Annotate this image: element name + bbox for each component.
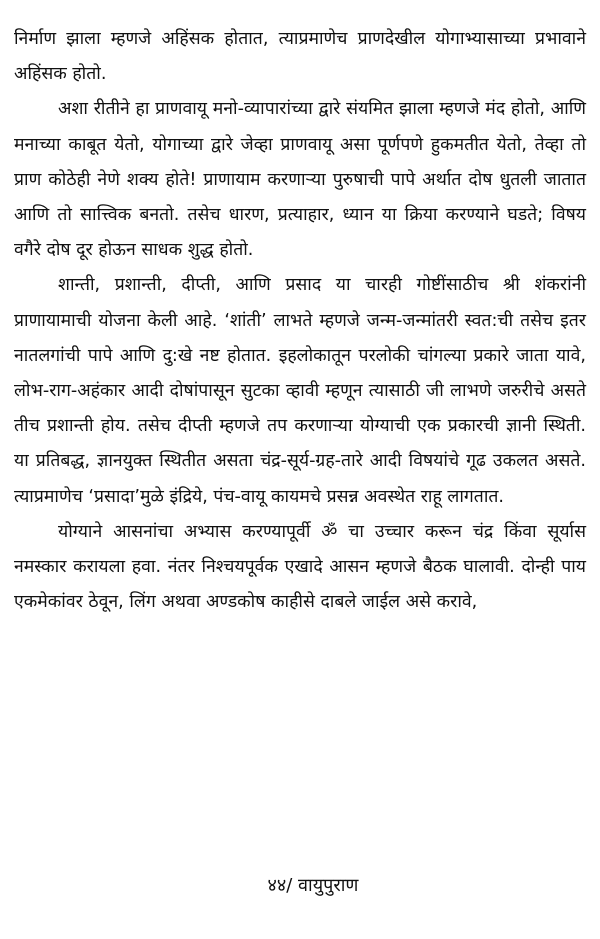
page-footer: ४४/ वायुपुराण [267,875,359,896]
paragraph-pranavayu: अशा रीतीने हा प्राणवायू मनो-व्यापारांच्या द्वारे संयमित झाला म्हणजे मंद होतो, आणि मनाच्या काबूत येतो, योगाच्या द्वारे जेव्हा प्राणवायू असा पूर्णपणे हुकमतीत येतो, तेव्हा तो प्राण कोठेही नेणे शक्य होते! प्राणायाम करणाऱ्या पुरुषाची पापे अर्थात दोष धुतली जातात आणि तो सात्त्विक बनतो. तसेच धारण, प्रत्याहार, ध्यान या क्रिया करण्याने घडते; विषय वगैरे दोष दूर होऊन साधक शुद्ध होतो. [14,99,586,261]
paragraph-asana: योग्याने आसनांचा अभ्यास करण्यापूर्वी ॐ चा उच्चार करून चंद्र किंवा सूर्यास नमस्कार करायला हवा. नंतर निश्चयपूर्वक एखादे आसन म्हणजे बैठक घालावी. दोन्ही पाय एकमेकांवर ठेवून, लिंग अथवा अण्डकोष काहीसे दाबले जाईल असे करावे, [14,521,586,613]
paragraph-shanti: शान्ती, प्रशान्ती, दीप्ती, आणि प्रसाद या चारही गोष्टींसाठीच श्री शंकरांनी प्राणायामाची योजना केली आहे. ‘शांती’ लाभते म्हणजे जन्म-जन्मांतरी स्वत:ची तसेच इतर नातलगांची पापे आणि दु:खे नष्ट होतात. इहलोकातून परलोकी चांगल्या प्रकारे जाता यावे, लोभ-राग-अहंकार आदी दोषांपासून सुटका व्हावी म्हणून त्यासाठी जी लाभणे जरुरीचे असते तीच प्रशान्ती होय. तसेच दीप्ती म्हणजे तप करणाऱ्या योग्याची एक प्रकारची ज्ञानी स्थिती. या प्रतिबद्ध, ज्ञानयुक्त स्थितीत असता चंद्र-सूर्य-ग्रह-तारे आदी विषयांचे गूढ उकलत असते. त्याप्रमाणेच ‘प्रसादा’मुळे इंद्रिये, पंच-वायू कायमचे प्रसन्न अवस्थेत राहू लागतात. [14,275,586,507]
paragraph-continuation: निर्माण झाला म्हणजे अहिंसक होतात, त्याप्रमाणेच प्राणदेखील योगाभ्यासाच्या प्रभावाने अहिंसक होतो. [14,29,586,85]
